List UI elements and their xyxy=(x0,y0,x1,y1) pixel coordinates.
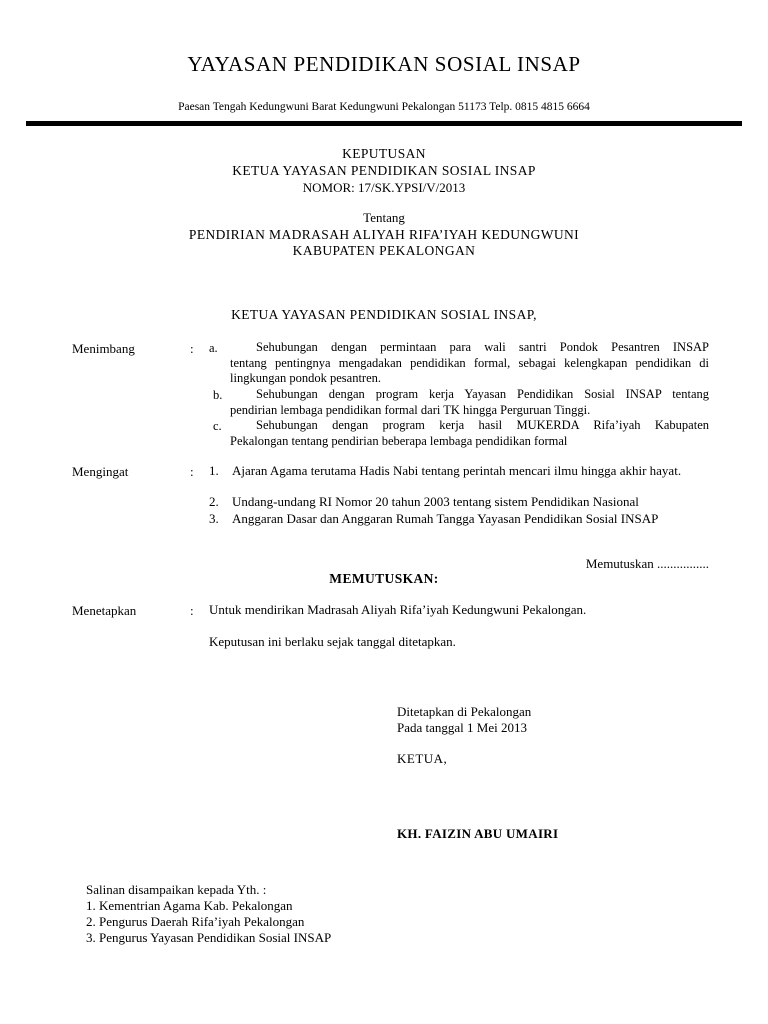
menimbang-item-b-rest: pendirian lembaga pendidikan formal dari TK hingga Perguruan Tinggi. xyxy=(230,402,591,417)
menimbang-marker-b: b. xyxy=(213,388,223,402)
copies-item-2: 2. Pengurus Daerah Rifa’iyah Pekalongan xyxy=(86,914,305,929)
copies-intro: Salinan disampaikan kepada Yth. : xyxy=(86,882,267,897)
mengingat-colon: : xyxy=(190,464,194,479)
mengingat-item-1: Ajaran Agama terutama Hadis Nabi tentang perintah mencari ilmu hingga akhir hayat. xyxy=(232,463,682,478)
mengingat-label: Mengingat xyxy=(72,464,129,479)
mengingat-marker-2: 2. xyxy=(209,494,219,509)
signatory-name: KH. FAIZIN ABU UMAIRI xyxy=(397,826,559,841)
menimbang-item-c-rest: Pekalongan tentang pendirian beberapa lembaga pendidikan formal xyxy=(230,433,568,448)
menimbang-marker-a: a. xyxy=(209,341,218,355)
copies-item-1: 1. Kementrian Agama Kab. Pekalongan xyxy=(86,898,293,913)
menimbang-item-a-line1: Sehubungan dengan permintaan para wali santri Pondok Pesantren INSAP xyxy=(256,340,709,354)
decree-heading: KEPUTUSAN xyxy=(342,146,426,161)
decree-issuer: KETUA YAYASAN PENDIDIKAN SOSIAL INSAP xyxy=(232,163,536,178)
org-name: YAYASAN PENDIDIKAN SOSIAL INSAP xyxy=(187,52,581,76)
decree-number: NOMOR: 17/SK.YPSI/V/2013 xyxy=(302,180,466,195)
menimbang-item-c xyxy=(230,418,709,449)
menimbang-marker-c: c. xyxy=(213,419,222,433)
signature-date: Pada tanggal 1 Mei 2013 xyxy=(397,720,527,735)
authority-line: KETUA YAYASAN PENDIDIKAN SOSIAL INSAP, xyxy=(231,307,537,322)
effective-statement: Keputusan ini berlaku sejak tanggal ditetapkan. xyxy=(209,634,456,649)
about-label: Tentang xyxy=(363,210,405,225)
menimbang-colon: : xyxy=(190,341,194,356)
org-address: Paesan Tengah Kedungwuni Barat Kedungwuni Pekalongan 51173 Telp. 0815 4815 6664 xyxy=(178,101,590,113)
menimbang-item-a xyxy=(230,340,709,387)
menimbang-item-b xyxy=(230,387,709,418)
signature-role: KETUA, xyxy=(397,751,448,766)
mengingat-marker-1: 1. xyxy=(209,463,219,478)
copies-item-3: 3. Pengurus Yayasan Pendidikan Sosial INSAP xyxy=(86,930,332,945)
signature-place: Ditetapkan di Pekalongan xyxy=(397,704,532,719)
subject-line-2: KABUPATEN PEKALONGAN xyxy=(292,243,476,258)
menimbang-label: Menimbang xyxy=(72,341,135,356)
mengingat-item-3: Anggaran Dasar dan Anggaran Rumah Tangga Yayasan Pendidikan Sosial INSAP xyxy=(232,511,659,526)
mengingat-item-2: Undang-undang RI Nomor 20 tahun 2003 tentang sistem Pendidikan Nasional xyxy=(232,494,639,509)
menetapkan-label: Menetapkan xyxy=(72,603,137,618)
menetapkan-colon: : xyxy=(190,603,194,618)
menimbang-item-c-line1: Sehubungan dengan program kerja hasil MUKERDA Rifa’iyah Kabupaten xyxy=(256,418,709,432)
memutuskan-note: Memutuskan ................ xyxy=(585,556,709,571)
letterhead-divider xyxy=(26,121,742,126)
menimbang-item-a-rest: tentang pentingnya mengadakan pendidikan formal, sebagai kelengkapan pendidikan di lingkungan pondok pesantren. xyxy=(230,355,709,385)
menetapkan-text: Untuk mendirikan Madrasah Aliyah Rifa’iyah Kedungwuni Pekalongan. xyxy=(209,602,587,617)
mengingat-marker-3: 3. xyxy=(209,511,219,526)
subject-line-1: PENDIRIAN MADRASAH ALIYAH RIFA’IYAH KEDUNGWUNI xyxy=(188,227,580,242)
memutuskan-heading: MEMUTUSKAN: xyxy=(329,571,439,586)
menimbang-item-b-line1: Sehubungan dengan program kerja Yayasan Pendidikan Sosial INSAP tentang xyxy=(256,387,709,401)
